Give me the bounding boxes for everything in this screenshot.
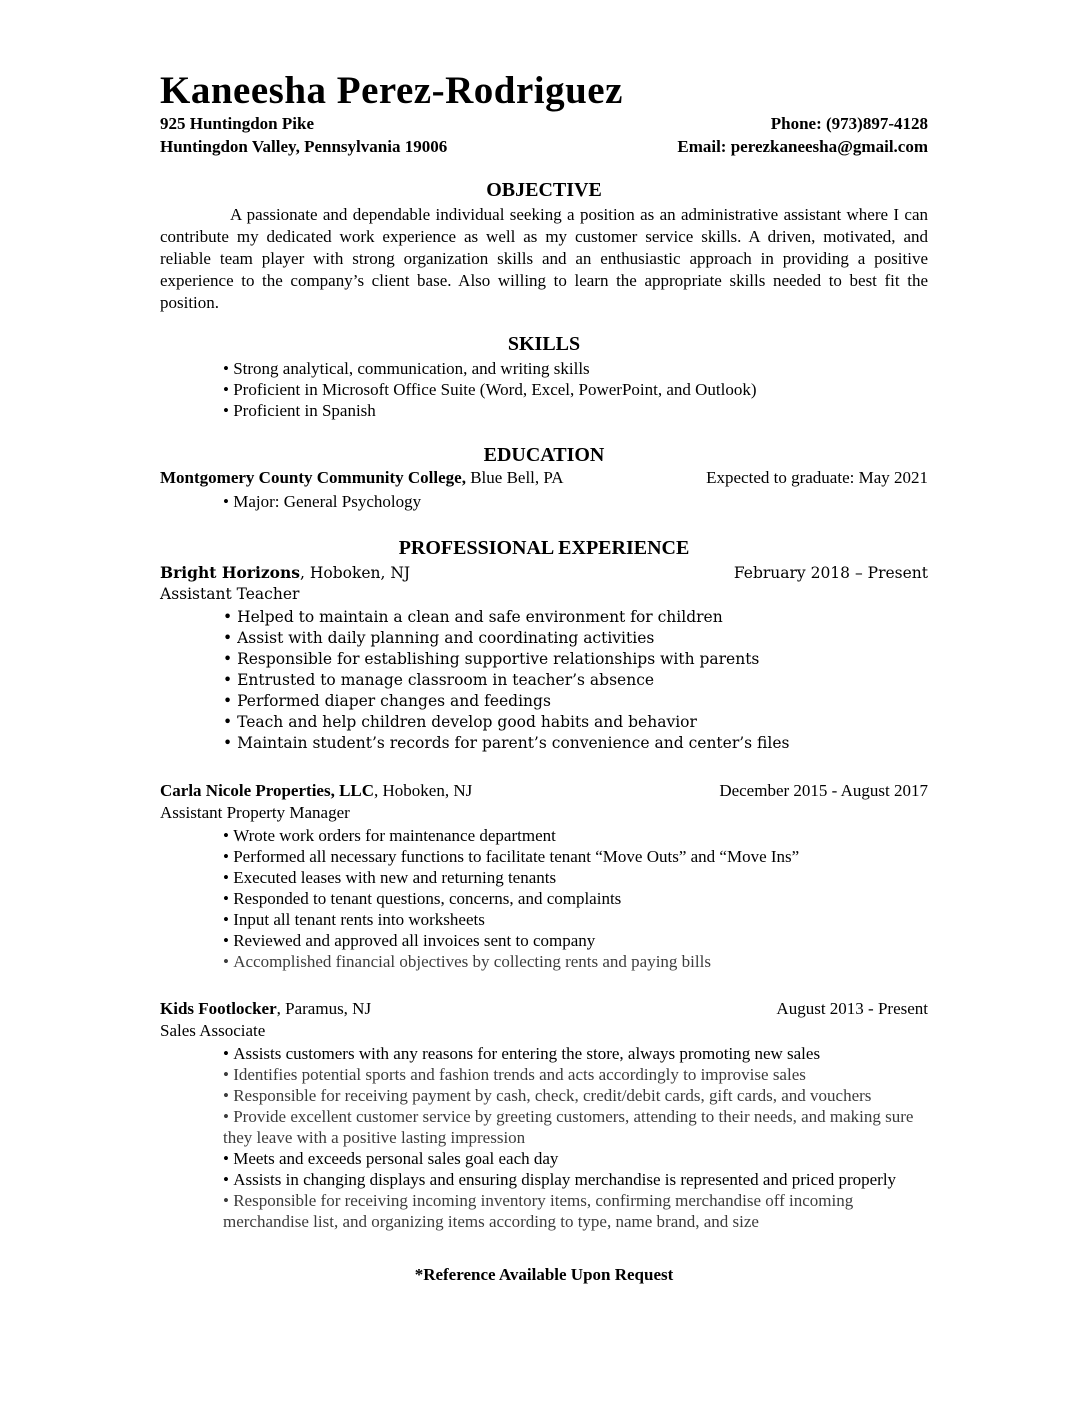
job-bullet: • Maintain student’s records for parent’s convenience and center’s files <box>223 733 928 754</box>
email-line: Email: perezkaneesha@gmail.com <box>677 137 928 156</box>
job-entry <box>160 998 928 1232</box>
education-date: Expected to graduate: May 2021 <box>706 468 928 487</box>
job-bullet: • Responded to tenant questions, concerns, and complaints <box>223 888 928 909</box>
job-bullet: • Teach and help children develop good habits and behavior <box>223 712 928 733</box>
phone-line: Phone: (973)897-4128 <box>770 114 928 133</box>
school-name: Montgomery County Community College, <box>160 468 466 487</box>
reference-note: *Reference Available Upon Request <box>414 1265 674 1284</box>
company-location: , Hoboken, NJ <box>374 781 473 800</box>
job-dates: December 2015 - August 2017 <box>719 781 928 800</box>
skills-list <box>160 358 928 421</box>
skill-item: • Proficient in Spanish <box>223 400 928 421</box>
job-bullet: • Assists in changing displays and ensuring display merchandise is represented and priced properly <box>223 1169 928 1190</box>
skill-item: • Proficient in Microsoft Office Suite (Word, Excel, PowerPoint, and Outlook) <box>223 379 928 400</box>
company-name: Kids Footlocker <box>160 999 277 1018</box>
person-name: Kaneesha Perez-Rodriguez <box>160 69 623 112</box>
phone-email-block <box>677 112 928 158</box>
company-location: , Hoboken, NJ <box>300 564 411 582</box>
job-entry <box>160 780 928 972</box>
company-location: , Paramus, NJ <box>276 999 372 1018</box>
company-name: Carla Nicole Properties, LLC <box>160 781 375 800</box>
job-bullet: • Meets and exceeds personal sales goal each day <box>223 1148 928 1169</box>
job-header-row <box>160 780 928 802</box>
job-bullet: • Reviewed and approved all invoices sent to company <box>223 930 928 951</box>
job-header-row <box>160 998 928 1020</box>
job-bullet: • Responsible for establishing supportive relationships with parents <box>223 649 928 670</box>
job-bullet: • Provide excellent customer service by greeting customers, attending to their needs, and making sure they leave with a positive lasting impression <box>223 1106 928 1148</box>
job-title: Assistant Property Manager <box>160 803 350 822</box>
objective-text: A passionate and dependable individual seeking a position as an administrative assistant where I can contribute my dedicated work experience as well as my customer service skills. A driven, motivated, and reliable team player with strong organization skills and an enthusiastic approach in providing a positive experience to the company’s client base. Also willing to learn the appropriate skills needed to best fit the position. <box>160 205 928 312</box>
education-details-list <box>160 491 928 512</box>
job-dates: August 2013 - Present <box>776 999 928 1018</box>
job-title: Sales Associate <box>160 1021 266 1040</box>
job-bullet: • Responsible for receiving payment by cash, check, credit/debit cards, gift cards, and vouchers <box>223 1085 928 1106</box>
job-dates: February 2018 – Present <box>733 564 928 582</box>
job-bullet: • Executed leases with new and returning tenants <box>223 867 928 888</box>
education-major: • Major: General Psychology <box>223 491 928 512</box>
job-bullet-list <box>160 1043 928 1232</box>
job-bullet: • Accomplished financial objectives by collecting rents and paying bills <box>223 951 928 972</box>
objective-heading: OBJECTIVE <box>486 179 602 201</box>
experience-heading: PROFESSIONAL EXPERIENCE <box>398 537 690 559</box>
job-company-line <box>160 780 472 802</box>
education-heading: EDUCATION <box>483 444 605 466</box>
job-bullet: • Assists customers with any reasons for entering the store, always promoting new sales <box>223 1043 928 1064</box>
job-bullet: • Entrusted to manage classroom in teacher’s absence <box>223 670 928 691</box>
job-bullet: • Wrote work orders for maintenance department <box>223 825 928 846</box>
job-bullet: • Input all tenant rents into worksheets <box>223 909 928 930</box>
school-location: Blue Bell, PA <box>465 468 564 487</box>
company-name: Bright Horizons <box>160 563 300 582</box>
skill-item: • Strong analytical, communication, and writing skills <box>223 358 928 379</box>
education-row <box>160 467 928 489</box>
jobs-container <box>160 562 928 1232</box>
address-line-2: Huntingdon Valley, Pennsylvania 19006 <box>160 137 448 156</box>
job-title: Assistant Teacher <box>160 585 300 603</box>
job-header-row <box>160 562 928 584</box>
job-bullet: • Performed all necessary functions to facilitate tenant “Move Outs” and “Move Ins” <box>223 846 928 867</box>
contact-block <box>160 112 928 158</box>
job-company-line <box>160 998 371 1020</box>
job-bullet: • Responsible for receiving incoming inventory items, confirming merchandise off incoming merchandise list, and organizing items according to type, name brand, and size <box>223 1190 928 1232</box>
job-bullet-list <box>160 825 928 972</box>
job-bullet: • Performed diaper changes and feedings <box>223 691 928 712</box>
job-entry <box>160 562 928 754</box>
job-bullet: • Helped to maintain a clean and safe environment for children <box>223 607 928 628</box>
job-bullet: • Identifies potential sports and fashion trends and acts accordingly to improvise sales <box>223 1064 928 1085</box>
job-company-line <box>160 562 410 584</box>
job-bullet: • Assist with daily planning and coordinating activities <box>223 628 928 649</box>
address-block <box>160 112 447 158</box>
address-line-1: 925 Huntingdon Pike <box>160 114 314 133</box>
job-bullet-list <box>160 607 928 754</box>
education-school-line <box>160 467 564 489</box>
skills-heading: SKILLS <box>507 333 581 355</box>
